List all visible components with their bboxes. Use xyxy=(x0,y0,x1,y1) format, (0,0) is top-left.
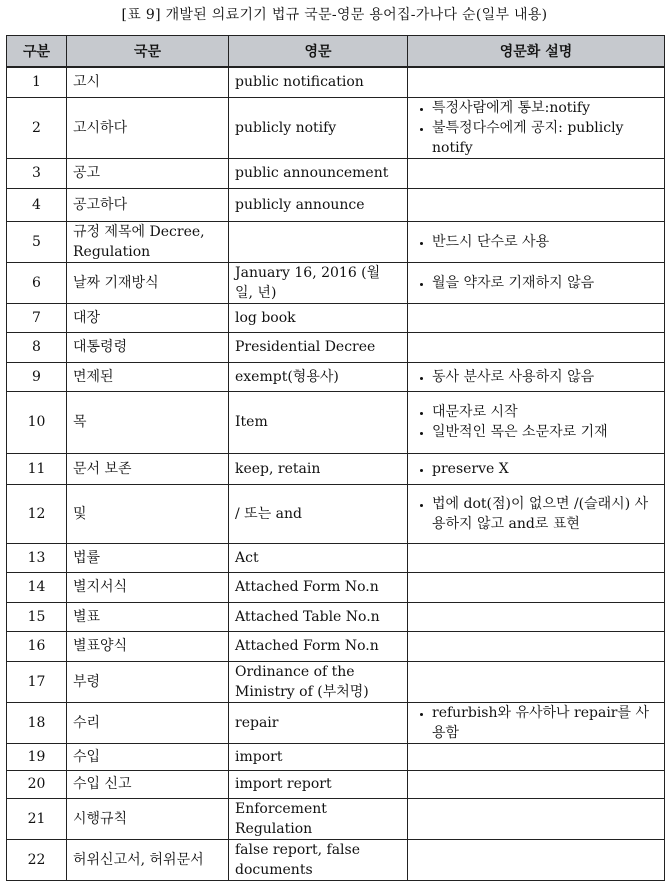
cell-english: Enforcement Regulation xyxy=(229,798,408,839)
cell-english: Attached Form No.n xyxy=(229,572,408,602)
table-body xyxy=(7,67,665,880)
cell-korean: 고시하다 xyxy=(67,97,229,158)
cell-no: 18 xyxy=(7,702,67,743)
cell-english: exempt(형용사) xyxy=(229,362,408,391)
table-row xyxy=(7,543,665,572)
cell-english: Attached Table No.n xyxy=(229,602,408,631)
cell-korean: 목 xyxy=(67,391,229,453)
cell-english: Item xyxy=(229,391,408,453)
cell-no: 16 xyxy=(7,631,67,661)
table-row xyxy=(7,572,665,602)
description-item: • preserve X xyxy=(432,459,658,479)
cell-description xyxy=(408,839,665,880)
cell-no: 2 xyxy=(7,97,67,158)
table-row xyxy=(7,332,665,362)
description-item: • 반드시 단수로 사용 xyxy=(432,232,658,252)
header-description: 영문화 설명 xyxy=(408,36,665,68)
cell-english: keep, retain xyxy=(229,453,408,484)
description-list xyxy=(414,494,658,534)
cell-no: 6 xyxy=(7,262,67,303)
description-list xyxy=(414,703,658,743)
cell-description xyxy=(408,770,665,798)
cell-description xyxy=(408,262,665,303)
cell-no: 12 xyxy=(7,484,67,543)
cell-no: 10 xyxy=(7,391,67,453)
cell-description xyxy=(408,188,665,221)
cell-english xyxy=(229,221,408,262)
cell-description xyxy=(408,743,665,770)
cell-korean: 별표양식 xyxy=(67,631,229,661)
table-row xyxy=(7,158,665,188)
table-row xyxy=(7,453,665,484)
table-row xyxy=(7,362,665,391)
table-row xyxy=(7,702,665,743)
cell-english: false report, false documents xyxy=(229,839,408,880)
cell-description xyxy=(408,602,665,631)
header-no: 구분 xyxy=(7,36,67,68)
cell-no: 13 xyxy=(7,543,67,572)
description-item: • 동사 분사로 사용하지 않음 xyxy=(432,367,658,387)
cell-english: Act xyxy=(229,543,408,572)
cell-english: January 16, 2016 (월 일, 년) xyxy=(229,262,408,303)
cell-korean: 규정 제목에 Decree, Regulation xyxy=(67,221,229,262)
header-korean: 국문 xyxy=(67,36,229,68)
description-list xyxy=(414,232,658,252)
cell-description xyxy=(408,221,665,262)
cell-korean: 부령 xyxy=(67,661,229,702)
cell-english: public notification xyxy=(229,67,408,97)
table-row xyxy=(7,221,665,262)
table-row xyxy=(7,602,665,631)
cell-english: Presidential Decree xyxy=(229,332,408,362)
description-item: • 불특정다수에게 공지: publicly notify xyxy=(432,118,658,158)
cell-no: 4 xyxy=(7,188,67,221)
cell-description xyxy=(408,453,665,484)
cell-korean: 및 xyxy=(67,484,229,543)
cell-description xyxy=(408,543,665,572)
cell-korean: 공고 xyxy=(67,158,229,188)
table-row xyxy=(7,631,665,661)
cell-korean: 허위신고서, 허위문서 xyxy=(67,839,229,880)
cell-english: publicly notify xyxy=(229,97,408,158)
cell-korean: 별지서식 xyxy=(67,572,229,602)
glossary-table xyxy=(6,35,665,881)
cell-description xyxy=(408,158,665,188)
table-row xyxy=(7,798,665,839)
description-item: • 법에 dot(점)이 없으면 /(슬래시) 사용하지 않고 and로 표현 xyxy=(432,494,658,534)
cell-description xyxy=(408,67,665,97)
cell-no: 1 xyxy=(7,67,67,97)
table-row xyxy=(7,484,665,543)
table-row xyxy=(7,262,665,303)
header-english: 영문 xyxy=(229,36,408,68)
description-item: • 대문자로 시작 xyxy=(432,402,658,422)
table-row xyxy=(7,391,665,453)
cell-korean: 날짜 기재방식 xyxy=(67,262,229,303)
cell-description xyxy=(408,332,665,362)
table-row xyxy=(7,67,665,97)
cell-no: 17 xyxy=(7,661,67,702)
cell-english: public announcement xyxy=(229,158,408,188)
cell-no: 9 xyxy=(7,362,67,391)
table-caption: [표 9] 개발된 의료기기 법규 국문-영문 용어집-가나다 순(일부 내용) xyxy=(121,7,548,23)
cell-description xyxy=(408,362,665,391)
cell-no: 11 xyxy=(7,453,67,484)
description-list xyxy=(414,402,658,442)
cell-description xyxy=(408,702,665,743)
cell-description xyxy=(408,391,665,453)
cell-korean: 면제된 xyxy=(67,362,229,391)
cell-english: / 또는 and xyxy=(229,484,408,543)
cell-no: 19 xyxy=(7,743,67,770)
cell-no: 8 xyxy=(7,332,67,362)
cell-no: 14 xyxy=(7,572,67,602)
cell-korean: 문서 보존 xyxy=(67,453,229,484)
cell-english: publicly announce xyxy=(229,188,408,221)
description-list xyxy=(414,459,658,479)
description-item: • 특정사람에게 통보:notify xyxy=(432,98,658,118)
cell-korean: 수리 xyxy=(67,702,229,743)
cell-no: 5 xyxy=(7,221,67,262)
description-list xyxy=(414,367,658,387)
description-item: • refurbish와 유사하나 repair를 사용함 xyxy=(432,703,658,743)
cell-english: repair xyxy=(229,702,408,743)
cell-korean: 수입 xyxy=(67,743,229,770)
cell-korean: 법률 xyxy=(67,543,229,572)
table-row xyxy=(7,303,665,332)
table-row xyxy=(7,97,665,158)
cell-description xyxy=(408,631,665,661)
cell-description xyxy=(408,661,665,702)
cell-english: import report xyxy=(229,770,408,798)
cell-english: Ordinance of the Ministry of (부처명) xyxy=(229,661,408,702)
cell-korean: 대장 xyxy=(67,303,229,332)
cell-english: log book xyxy=(229,303,408,332)
description-list xyxy=(414,98,658,158)
table-row xyxy=(7,743,665,770)
cell-description xyxy=(408,97,665,158)
cell-no: 3 xyxy=(7,158,67,188)
cell-no: 22 xyxy=(7,839,67,880)
table-row xyxy=(7,188,665,221)
table-header-row xyxy=(7,36,665,68)
table-row xyxy=(7,661,665,702)
cell-korean: 대통령령 xyxy=(67,332,229,362)
table-row xyxy=(7,770,665,798)
cell-korean: 공고하다 xyxy=(67,188,229,221)
description-item: • 일반적인 목은 소문자로 기재 xyxy=(432,422,658,442)
cell-korean: 시행규칙 xyxy=(67,798,229,839)
cell-korean: 별표 xyxy=(67,602,229,631)
cell-description xyxy=(408,484,665,543)
cell-no: 7 xyxy=(7,303,67,332)
description-item: • 월을 약자로 기재하지 않음 xyxy=(432,273,658,293)
cell-korean: 고시 xyxy=(67,67,229,97)
cell-description xyxy=(408,572,665,602)
cell-no: 21 xyxy=(7,798,67,839)
cell-no: 20 xyxy=(7,770,67,798)
cell-description xyxy=(408,798,665,839)
table-row xyxy=(7,839,665,880)
cell-korean: 수입 신고 xyxy=(67,770,229,798)
cell-description xyxy=(408,303,665,332)
cell-english: Attached Form No.n xyxy=(229,631,408,661)
description-list xyxy=(414,273,658,293)
cell-english: import xyxy=(229,743,408,770)
cell-no: 15 xyxy=(7,602,67,631)
